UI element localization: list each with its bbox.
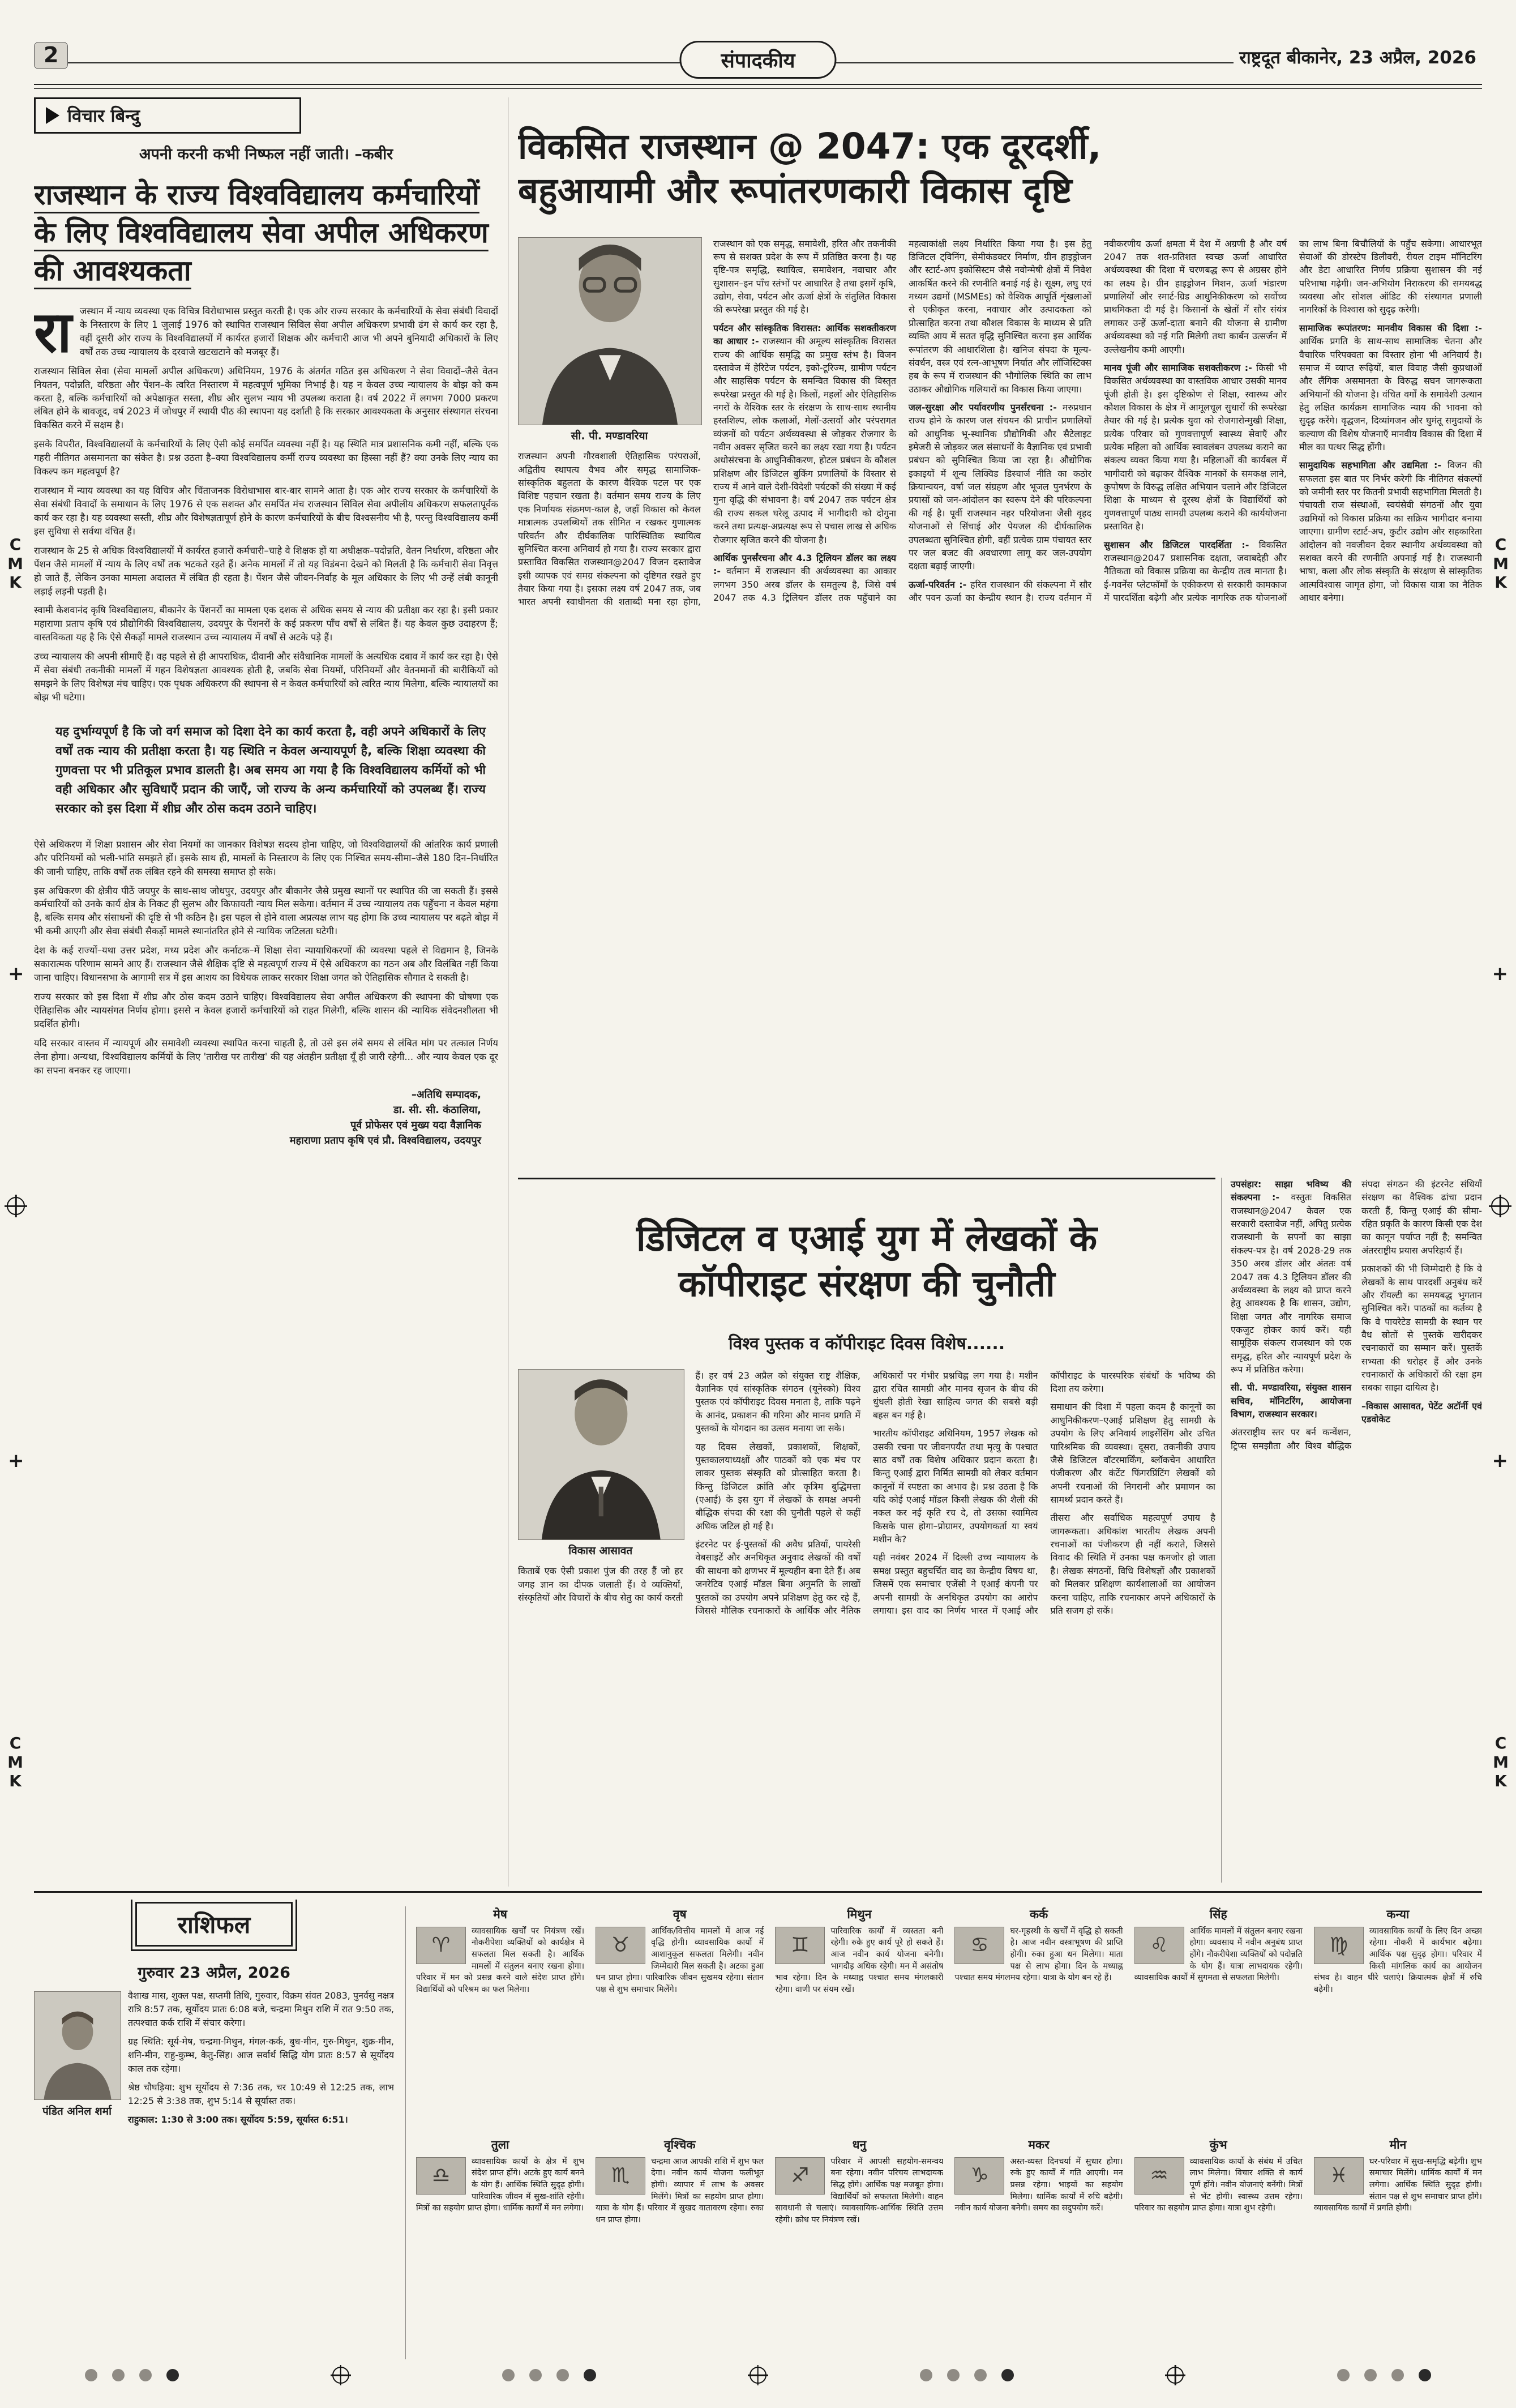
- zodiac-taurus-icon: ♉: [596, 1927, 645, 1964]
- zodiac-gemini-icon: ♊: [775, 1927, 825, 1964]
- zodiac-name: वृष: [673, 1907, 687, 1921]
- zodiac-prediction: अस्त-व्यस्त दिनचर्या में सुधार होगा। रुके हुए कार्यों में गति आएगी। मन प्रसन्न रहेगा। भाइयों का सहयोग मिलेगा। धार्मिक कार्यों में रुचि बढ़ेगी। नवीन कार्य योजना बनेगी। समय का सदुपयोग करें।: [954, 2157, 1123, 2213]
- body-paragraph: देश के कई राज्यों–यथा उत्तर प्रदेश, मध्य प्रदेश और कर्नाटक–में शिक्षा सेवा न्यायाधिकरणों की व्यवस्था पहले से विद्यमान है, जिनके सकारात्मक परिणाम सामने आए हैं। राजस्थान जैसे शैक्षिक दृष्टि से महत्वपूर्ण राज्य में ऐसे अधिकरण का गठन अब और विलंबित नहीं किया जाना चाहिए। विधानसभा के आगामी सत्र में इस आशय का विधेयक लाकर सरकार शिक्षा जगत को ऐतिहासिक सौगात दे सकती है।: [34, 945, 498, 983]
- body-paragraph: राजस्थान में न्याय व्यवस्था का यह विचित्र और चिंताजनक विरोधाभास बार-बार सामने आता है। एक ओर राज्य सरकार के कर्मचारियों के सेवा संबंधी विवादों के समाधान के लिए 1976 से एक सशक्त और समर्पित मंच राजस्थान सिविल सेवा अपीलीय अधिकरण सफलतापूर्वक कार्य कर रहा है। यह व्यवस्था सस्ती, शीघ्र और विशेषज्ञतापूर्ण होने के कारण कर्मचारियों के बीच विश्वसनीय भी है, परन्तु विश्वविद्यालय कर्मी इस सुविधा से सर्वथा वंचित हैं।: [34, 485, 498, 537]
- article-section: आर्थिक पुनर्संरचना और 4.3 ट्रिलियन डॉलर का लक्ष्य :- वर्तमान में राजस्थान की अर्थव्यवस्था का आकार लगभग 350 अरब डॉलर के समतुल्य है, जिसे वर्ष 2047 तक 4.3 ट्रिलियन डॉलर तक पहुँचाने का महत्वाकांक्षी लक्ष्य निर्धारित किया गया है। इस हेतु डिजिटल ट्विनिंग, सेमीकंडक्टर निर्माण, ग्रीन हाइड्रोजन और स्टार्ट-अप इकोसिस्टम जैसे नवोन्मेषी क्षेत्रों में निवेश आकर्षित करने की रणनीति बनाई गई है। सूक्ष्म, लघु एवं मध्यम उद्यमों (MSMEs) को वैश्विक आपूर्ति शृंखलाओं से एकीकृत करना, नवाचार और उत्पादकता को प्रोत्साहित करना तथा कौशल विकास के माध्यम से प्रति व्यक्ति आय में सतत वृद्धि सुनिश्चित करना इस आर्थिक रूपांतरण की आधारशिला है। खनिज संपदा के मूल्य-संवर्धन, वस्त्र एवं रत्न-आभूषण निर्यात और लॉजिस्टिक्स हब के रूप में राजस्थान की भौगोलिक स्थिति का लाभ उठाकर औद्योगिक गलियारों का विकास किया जाएगा।: [713, 238, 1091, 603]
- zodiac-prediction: चन्द्रमा आज आपकी राशि में शुभ फल देगा। नवीन कार्य योजना फलीभूत होगी। व्यापार में लाभ के अवसर मिलेंगे। मित्रों का सहयोग प्राप्त होगा। यात्रा के योग हैं। परिवार में सुखद वातावरण रहेगा। रुका धन प्राप्त होगा।: [596, 2157, 764, 2225]
- section-heading: सामाजिक रूपांतरण: मानवीय विकास की दिशा :-: [1299, 322, 1482, 333]
- zodiac-prediction: व्यावसायिक कार्यों के लिए दिन अच्छा रहेगा। नौकरी में कार्यभार बढ़ेगा। आर्थिक पक्ष सुदृढ़ होगा। परिवार में किसी मांगलिक कार्य का आयोजन संभव है। वाहन धीरे चलाएं। क्रियात्मक क्षेत्रों में रुचि बढ़ेगी।: [1313, 1926, 1482, 1994]
- section-title: संपादकीय: [679, 41, 836, 79]
- copyright-author-credit: –विकास आसावत, पेटेंट अटॉर्नी एवं एडवोकेट: [1361, 1400, 1482, 1425]
- registration-plus: +: [1492, 963, 1508, 985]
- body-paragraph: किताबें एक ऐसी प्रकाश पुंज की तरह हैं जो हर जगह ज्ञान का दीपक जलाती हैं। वे व्यक्तियों, संस्कृतियों और विचारों के बीच सेतु का कार्य करती हैं। हर वर्ष 23 अप्रैल को संयुक्त राष्ट्र शैक्षिक, वैज्ञानिक एवं सांस्कृतिक संगठन (यूनेस्को) विश्व पुस्तक एवं कॉपीराइट दिवस मनाता है, ताकि पढ़ने के आनंद, प्रकाशन की गरिमा और मानव प्रगति में पुस्तकों के योगदान का उत्सव मनाया जा सके।: [518, 1370, 860, 1603]
- zodiac-makar: [954, 2137, 1123, 2359]
- zodiac-prediction: आर्थिक मामलों में संतुलन बनाए रखना होगा। व्यवसाय में नवीन अनुबंध प्राप्त होंगे। नौकरीपेशा व्यक्तियों को पदोन्नति के योग हैं। यात्रा लाभदायक रहेगी। व्यावसायिक कार्यों में सुगमता से सफलता मिलेगी।: [1134, 1926, 1303, 1983]
- copyright-article: [518, 1178, 1215, 1901]
- section-heading: सुशासन और डिजिटल पारदर्शिता :-: [1104, 539, 1249, 550]
- zodiac-pisces-icon: ♓: [1314, 2157, 1364, 2195]
- portrait-photo: [518, 237, 702, 425]
- body-paragraph: इसके विपरीत, विश्वविद्यालयों के कर्मचारियों के लिए ऐसी कोई समर्पित व्यवस्था नहीं है। यह स्थिति मात्र प्रशासनिक कमी नहीं, बल्कि एक गहरी नीतिगत असमानता का संकेत है। प्रश्न उठता है–क्या विश्वविद्यालय कर्मी राज्य व्यवस्था का हिस्सा नहीं हैं? क्या उनके लिए न्याय का विकल्प कम महत्वपूर्ण है?: [34, 439, 498, 477]
- photo-caption: विकास आसावत: [568, 1544, 633, 1557]
- header-double-rule: [34, 84, 1482, 89]
- section-heading: सामुदायिक सहभागिता और उद्यमिता :-: [1299, 460, 1442, 471]
- panchang-text: वैशाख मास, शुक्ल पक्ष, सप्तमी तिथि, गुरुवार, विक्रम संवत 2083, पुनर्वसु नक्षत्र रात्रि 8:57 तक, सूर्योदय प्रातः 6:08 बजे, चन्द्रमा मिथुन राशि में रात 9:50 तक, तत्पश्चात कर्क राशि में संचार करेगा।: [128, 1990, 394, 2028]
- zodiac-aquarius-icon: ♒: [1134, 2157, 1184, 2195]
- daily-quote: अपनी करनी कभी निष्फल नहीं जाती। –कबीर: [139, 146, 393, 163]
- copyright-kicker: विश्व पुस्तक व कॉपीराइट दिवस विशेष......: [728, 1333, 1005, 1354]
- zodiac-name: कुंभ: [1209, 2138, 1227, 2152]
- zodiac-mesh: [416, 1906, 584, 2129]
- zodiac-capricorn-icon: ♑: [954, 2157, 1004, 2195]
- zodiac-name: वृश्चिक: [663, 2138, 696, 2152]
- drop-cap: रा: [34, 299, 72, 365]
- copyright-article-region: [518, 1178, 1482, 1887]
- zodiac-libra-icon: ♎: [416, 2157, 466, 2195]
- editorial-headline: राजस्थान के राज्य विश्वविद्यालय कर्मचारियों के लिए विश्वविद्यालय सेवा अपील अधिकरण की आवश्यकता: [34, 178, 489, 287]
- editorial-author-credit: –अतिथि सम्पादक, डा. सी. सी. कंठालिया, पूर्व प्रोफेसर एवं मुख्य यदा वैज्ञानिक महाराणा प्रताप कृषि एवं प्रौ. विश्वविद्यालय, उदयपुर: [289, 1089, 481, 1147]
- body-paragraph: ऐसे अधिकरण में शिक्षा प्रशासन और सेवा नियमों का जानकार विशेषज्ञ सदस्य होना चाहिए, जो विश्वविद्यालयों की आंतरिक कार्य प्रणाली और परिनियमों को भली-भांति समझते हों। इसके साथ ही, मामलों के निस्तारण के लिए एक निश्चित समय-सीमा–जैसे 180 दिन–निर्धारित की जानी चाहिए, ताकि वर्षों तक लंबित रहने की समस्या समाप्त हो सके।: [34, 839, 498, 877]
- zodiac-vrish: [596, 1906, 764, 2129]
- horoscope-section: [34, 1891, 1482, 2365]
- article-section: ऊर्जा-परिवर्तन :- हरित राजस्थान की संकल्पना में सौर और पवन ऊर्जा का केन्द्रीय स्थान है। राज्य वर्तमान में नवीकरणीय ऊर्जा क्षमता में देश में अग्रणी है और वर्ष 2047 तक शत-प्रतिशत स्वच्छ ऊर्जा आधारित अर्थव्यवस्था की दिशा में चरणबद्ध रूप से अग्रसर होने का लक्ष्य है। ग्रीन हाइड्रोजन मिशन, ऊर्जा भंडारण प्रणालियों और स्मार्ट-ग्रिड आधुनिकीकरण को सर्वोच्च प्राथमिकता दी गई है। किसानों के खेतों में सौर संयंत्र लगाकर उन्हें ऊर्जा-दाता बनाने की योजना से ग्रामीण अर्थव्यवस्था को नई गति मिलेगी तथा कार्बन उत्सर्जन में उल्लेखनीय कमी आएगी।: [909, 238, 1287, 603]
- section-heading: उपसंहार: साझा भविष्य की संकल्पना :-: [1231, 1179, 1351, 1203]
- body-paragraph: यदि सरकार वास्तव में न्यायपूर्ण और समावेशी व्यवस्था स्थापित करना चाहती है, तो उसे इस लंबे समय से लंबित मांग पर तत्काल निर्णय लेना होगा। अन्यथा, विश्वविद्यालय कर्मियों के लिए 'तारीख पर तारीख' की यह अंतहीन प्रतीक्षा यूँ ही जारी रहेगी... और न्याय केवल एक दूर का सपना बनकर रह जाएगा।: [34, 1037, 498, 1076]
- zodiac-prediction: घर-गृहस्थी के खर्चों में वृद्धि हो सकती है। आज नवीन वस्त्राभूषण की प्राप्ति होगी। रुका हुआ धन मिलेगा। माता पक्ष से लाभ होगा। दिन के मध्याह्न पश्चात समय मंगलमय रहेगा। यात्रा के योग बन रहे हैं।: [954, 1926, 1123, 1983]
- zodiac-kumbh: [1134, 2137, 1303, 2359]
- page-header: [34, 41, 1482, 78]
- zodiac-prediction: व्यावसायिक कार्यों के क्षेत्र में शुभ संदेश प्राप्त होंगे। अटके हुए कार्य बनने के योग हैं। आर्थिक स्थिति सुदृढ़ होगी। पारिवारिक जीवन में सुख-शांति रहेगी। मित्रों का सहयोग प्राप्त होगा। धार्मिक कार्यों में मन लगेगा।: [416, 2157, 585, 2213]
- zodiac-name: मीन: [1389, 2138, 1407, 2152]
- registration-target-icon: [750, 2367, 766, 2384]
- zodiac-prediction: पारिवारिक कार्यों में व्यस्तता बनी रहेगी। रुके हुए कार्य पूरे हो सकते हैं। आज नवीन कार्य योजना बनेगी। भागदौड़ अधिक रहेगी। मन में असंतोष भाव रहेगा। दिन के मध्याह्न पश्चात समय मंगलकारी रहेगा। वाणी पर संयम रखें।: [775, 1926, 944, 1994]
- cmk-mark: C M K: [7, 535, 23, 592]
- zodiac-prediction: व्यावसायिक कार्यों के संबंध में उचित लाभ मिलेगा। विचार शक्ति से कार्य पूर्ण होंगे। नवीन योजनाएं बनेंगी। मित्रों से भेंट होगी। स्वास्थ्य उत्तम रहेगा। परिवार का सहयोग प्राप्त होगा। यात्रा शुभ रहेगी।: [1134, 2157, 1303, 2213]
- article-section: उपसंहार: साझा भविष्य की संकल्पना :- वस्तुतः विकसित राजस्थान@2047 केवल एक सरकारी दस्तावेज नहीं, अपितु प्रत्येक राजस्थानी के सपनों का साझा संकल्प-पत्र है। वर्ष 2028-29 तक 350 अरब डॉलर और अंततः वर्ष 2047 तक 4.3 ट्रिलियन डॉलर की अर्थव्यवस्था के लक्ष्य को प्राप्त करने हेतु आवश्यक है कि शासन, उद्योग, शिक्षा जगत और नागरिक समाज एकजुट होकर कार्य करें। यही सामूहिक संकल्प राजस्थान को एक समृद्ध, हरित और न्यायपूर्ण प्रदेश के रूप में प्रतिष्ठित करेगा।: [1231, 1179, 1351, 1375]
- zodiac-name: मकर: [1028, 2138, 1050, 2152]
- zodiac-leo-icon: ♌: [1134, 1927, 1184, 1964]
- main-article-author-credit: सी. पी. मण्डावरिया, संयुक्त शासन सचिव, मॉनिटरिंग, आयोजना विभाग, राजस्थान सरकार।: [1231, 1382, 1351, 1420]
- author-photo-asawat: [518, 1369, 683, 1559]
- body-paragraph: राजस्थान सिविल सेवा (सेवा मामलों अपील अधिकरण) अधिनियम, 1976 के अंतर्गत गठित इस अधिकरण ने सेवा विवादों–जैसे वेतन नियतन, पदोन्नति, वरिष्ठता और पेंशन–के त्वरित निस्तारण में महत्वपूर्ण भूमिका निभाई है। यह न केवल उच्च न्यायालय के बोझ को कम करता है, बल्कि कर्मचारियों को अपेक्षाकृत सस्ता, शीघ्र और सुलभ न्याय भी उपलब्ध कराता है। वर्ष 2022 में लगभग 7000 प्रकरण लंबित होने के बावजूद, वर्ष 2023 में जोधपुर में स्थायी पीठ की स्थापना यह दर्शाती है कि सरकार आवश्यकता के अनुसार संस्थागत संरचना विकसित करने में सक्षम है।: [34, 365, 498, 431]
- zodiac-meen: [1314, 2137, 1482, 2359]
- photo-caption: सी. पी. मण्डावरिया: [571, 429, 648, 442]
- zodiac-virgo-icon: ♍: [1314, 1927, 1364, 1964]
- vichar-bindu-title: विचार बिन्दु: [67, 106, 140, 126]
- page-number: 2: [34, 42, 68, 69]
- zodiac-dhanu: [775, 2137, 943, 2359]
- registration-dots: [920, 2369, 1014, 2381]
- section-heading: ऊर्जा-परिवर्तन :-: [909, 579, 967, 590]
- section-heading: जल-सुरक्षा और पर्यावरणीय पुनर्संरचना :-: [909, 401, 1057, 413]
- zodiac-kanya: [1314, 1906, 1482, 2129]
- zodiac-name: मेष: [493, 1907, 507, 1921]
- astrologer-name: पंडित अनिल शर्मा: [42, 2105, 112, 2118]
- zodiac-mithun: [775, 1906, 943, 2129]
- section-heading: मानव पूंजी और सामाजिक सशक्तीकरण :-: [1104, 362, 1252, 373]
- registration-dot-strip: [85, 2366, 1431, 2385]
- vichar-bindu-box: [34, 97, 301, 134]
- editorial-body: [34, 299, 498, 1148]
- body-paragraph: उच्च न्यायालय की अपनी सीमाएँ हैं। वह पहले से ही आपराधिक, दीवानी और संवैधानिक मामलों के अत्यधिक दबाव में कार्य कर रहा है। ऐसे में सेवा संबंधी तकनीकी मामलों में गहन विशेषज्ञता आवश्यक होती है, जबकि सेवा नियमों, परिनियमों और वेतनमानों की बारीकियों को समझने के लिए विशेषज्ञ मंच चाहिए। एक पृथक अधिकरण की स्थापना से न केवल कर्मचारियों को त्वरित न्याय मिलेगा, बल्कि न्यायालयों का बोझ भी घटेगा।: [34, 651, 498, 703]
- grah-sthiti-text: ग्रह स्थिति: सूर्य-मेष, चन्द्रमा-मिथुन, मंगल-कर्क, बुध-मीन, गुरु-मिथुन, शुक्र-मीन, शनि-मीन, राहु-कुम्भ, केतु-सिंह। आज सर्वार्थ सिद्धि योग प्रातः 8:57 से सूर्योदय काल तक रहेगा।: [128, 2036, 394, 2074]
- registration-dots: [1337, 2369, 1431, 2381]
- article-section: मानव पूंजी और सामाजिक सशक्तीकरण :- किसी भी विकसित अर्थव्यवस्था का वास्तविक आधार उसकी मानव पूंजी होती है। इस दृष्टिकोण से शिक्षा, स्वास्थ्य और कौशल विकास के क्षेत्र में आमूलचूल सुधारों की रूपरेखा तैयार की गई है। प्रत्येक युवा को रोजगारोन्मुखी शिक्षा, प्रत्येक परिवार को गुणवत्तापूर्ण स्वास्थ्य सेवाएँ और प्रत्येक महिला को आर्थिक स्वावलंबन उपलब्ध कराने का संकल्प व्यक्त किया गया है। महिलाओं की कार्यबल में भागीदारी को बढ़ाकर वैश्विक मानकों के समकक्ष लाने, कुपोषण के विरुद्ध लक्षित अभियान चलाने और डिजिटल शिक्षा के माध्यम से दूरस्थ क्षेत्रों के विद्यार्थियों को गुणवत्तापूर्ण पाठ्य सामग्री उपलब्ध कराने की कार्ययोजना प्रस्तावित है।: [1104, 362, 1287, 532]
- portrait-photo: [518, 1369, 684, 1540]
- registration-target-icon: [7, 1197, 25, 1215]
- right-continuation-column: [1221, 1178, 1482, 1883]
- article-section: जल-सुरक्षा और पर्यावरणीय पुनर्संरचना :- मरुप्रधान राज्य होने के कारण जल संचयन की प्राचीन प्रणालियों को आधुनिक भू-स्थानिक प्रौद्योगिकी और सैटेलाइट इमेजरी से जोड़कर जल संसाधनों के वैज्ञानिक एवं प्रभावी प्रबंधन को सुनिश्चित किया जा रहा है। औद्योगिक इकाइयों में शून्य लिक्विड डिस्चार्ज नीति का कठोर क्रियान्वयन, वर्षा जल संग्रहण और भूजल पुनर्भरण के प्रयासों को जन-आंदोलन का स्वरूप देने की परिकल्पना की गई है। पूर्वी राजस्थान नहर परियोजना जैसी वृहद योजनाओं से सिंचाई और पेयजल की दीर्घकालिक उपलब्धता सुनिश्चित होगी, वहीं प्रत्येक ग्राम पंचायत स्तर पर जल बजट की अवधारणा लागू कर जल-उपयोग दक्षता बढ़ाई जाएगी।: [909, 401, 1091, 572]
- zodiac-vrishchik: [596, 2137, 764, 2359]
- main-article-headline: विकसित राजस्थान @ 2047: एक दूरदर्शी, बहुआयामी और रूपांतरणकारी विकास दृष्टि: [518, 126, 1102, 212]
- section-heading: पर्यटन और सांस्कृतिक विरासत: आर्थिक सशक्तीकरण का आधार :-: [713, 322, 896, 347]
- registration-dots: [502, 2369, 596, 2381]
- registration-plus: +: [1492, 1449, 1508, 1472]
- registration-plus: +: [8, 963, 24, 985]
- registration-target-icon: [332, 2367, 349, 2384]
- zodiac-aries-icon: ♈: [416, 1927, 466, 1964]
- zodiac-name: कन्या: [1386, 1907, 1410, 1921]
- zodiac-sagittarius-icon: ♐: [775, 2157, 825, 2195]
- body-paragraph: भारतीय कॉपीराइट अधिनियम, 1957 लेखक को उसकी रचना पर जीवनपर्यंत तथा मृत्यु के पश्चात साठ वर्षों तक विशेष अधिकार प्रदान करता है। किन्तु एआई द्वारा निर्मित सामग्री को लेकर वर्तमान कानूनों में स्पष्टता का अभाव है। प्रश्न उठता है कि यदि कोई एआई मॉडल किसी लेखक की शैली की नकल कर नई कृति रच दे, तो उसका स्वामित्व किसके पास होगा–प्रोग्रामर, उपयोगकर्ता या स्वयं मशीन के?: [873, 1428, 1038, 1545]
- zodiac-kark: [954, 1906, 1123, 2129]
- article-section: पर्यटन और सांस्कृतिक विरासत: आर्थिक सशक्तीकरण का आधार :- राजस्थान की अमूल्य सांस्कृतिक विरासत राज्य की आर्थिक समृद्धि का प्रमुख स्तंभ है। विजन दस्तावेज में हेरिटेज पर्यटन, इको-टूरिज्म, ग्रामीण पर्यटन और साहसिक पर्यटन के समन्वित विकास की विस्तृत रूपरेखा प्रस्तुत की गई है। किलों, महलों और ऐतिहासिक नगरों के वैश्विक स्तर के संरक्षण के साथ-साथ स्थानीय हस्तशिल्प, लोक कलाओं, मेलों-उत्सवों और परंपरागत व्यंजनों को पर्यटन अर्थव्यवस्था से जोड़कर रोजगार के नवीन अवसर सृजित करने का लक्ष्य रखा गया है। पर्यटन अधोसंरचना के आधुनिकीकरण, होटल प्रबंधन के कौशल प्रशिक्षण और डिजिटल बुकिंग प्रणालियों के विस्तार से राज्य में आने वाले देशी-विदेशी पर्यटकों की संख्या में कई गुना वृद्धि की संभावना है। वर्ष 2047 तक पर्यटन क्षेत्र की राज्य सकल घरेलू उत्पाद में भागीदारी को दोगुना करने तथा प्रत्यक्ष-अप्रत्यक्ष रूप से पचास लाख से अधिक रोजगार सृजित करने की योजना है।: [713, 322, 896, 545]
- section-heading: आर्थिक पुनर्संरचना और 4.3 ट्रिलियन डॉलर का लक्ष्य :-: [713, 552, 896, 577]
- author-photo-mandawariya: [518, 237, 701, 444]
- registration-plus: +: [8, 1449, 24, 1472]
- zodiac-name: कर्क: [1029, 1907, 1048, 1921]
- horoscope-title: राशिफल: [135, 1902, 293, 1947]
- main-article-body: [518, 237, 1482, 609]
- body-paragraph: तीसरा और सर्वाधिक महत्वपूर्ण उपाय है जागरूकता। अधिकांश भारतीय लेखक अपनी रचनाओं का पंजीकरण ही नहीं कराते, जिससे विवाद की स्थिति में उनका पक्ष कमजोर हो जाता है। लेखक संगठनों, विधि विशेषज्ञों और प्रकाशकों को मिलकर प्रशिक्षण कार्यशालाओं का आयोजन करना चाहिए, ताकि रचनाकार अपने अधिकारों के प्रति सजग हो सकें।: [1050, 1512, 1215, 1616]
- zodiac-prediction: व्यावसायिक खर्चों पर नियंत्रण रखें। नौकरीपेशा व्यक्तियों को कार्यक्षेत्र में सफलता मिल सकती है। आर्थिक मामलों में संतुलन बनाए रखना होगा। परिवार में मन को प्रसन्न करने वाले संदेश प्राप्त होंगे। विद्यार्थियों को परिश्रम का फल मिलेगा।: [416, 1926, 585, 1994]
- zodiac-name: मिथुन: [847, 1907, 872, 1921]
- chaughadiya-text: श्रेष्ठ चौघड़िया: शुभ सूर्योदय से 7:36 तक, चर 10:49 से 12:25 तक, लाभ 12:25 से 3:38 तक, शुभ 5:14 से सूर्यास्त तक।: [128, 2082, 394, 2106]
- lead-paragraph: राजस्थान में न्याय व्यवस्था एक विचित्र विरोधाभास प्रस्तुत करती है। एक ओर राज्य सरकार के कर्मचारियों के सेवा संबंधी विवादों के निस्तारण के लिए 1 जुलाई 1976 को स्थापित राजस्थान सिविल सेवा अपील अधिकरण प्रभावी ढंग से कार्य कर रहा है, वहीं दूसरी ओर राज्य के विश्वविद्यालयों में कार्यरत हजारों शिक्षक और कर्मचारी आज भी अपने बुनियादी अधिकारों के लिए वर्षों तक उच्च न्यायालय के दरवाजे खटखटाने को मजबूर हैं।: [34, 299, 498, 365]
- astrologer-photo: [34, 1991, 120, 2118]
- flag-icon: [46, 107, 59, 124]
- zodiac-scorpio-icon: ♏: [596, 2157, 645, 2195]
- body-paragraph: अंतरराष्ट्रीय स्तर पर बर्न कन्वेंशन, ट्रिप्स समझौता और विश्व बौद्धिक संपदा संगठन की इंटरनेट संधियाँ संरक्षण का वैश्विक ढांचा प्रदान करती हैं, किन्तु एआई की सीमा-रहित प्रकृति के कारण किसी एक देश का कानून पर्याप्त नहीं है; समन्वित अंतरराष्ट्रीय प्रयास अपरिहार्य हैं।: [1231, 1179, 1482, 1451]
- zodiac-name: तुला: [491, 2138, 509, 2152]
- body-paragraph: यही नवंबर 2024 में दिल्ली उच्च न्यायालय के समक्ष प्रस्तुत बहुचर्चित वाद का केन्द्रीय विषय था, जिसमें एक समाचार एजेंसी ने एआई कंपनी पर अपनी सामग्री के अनधिकृत उपयोग का आरोप लगाया। इस वाद का निर्णय भारत में एआई और कॉपीराइट के पारस्परिक संबंधों के भविष्य की दिशा तय करेगा।: [873, 1370, 1215, 1616]
- masthead-date: राष्ट्रदूत बीकानेर, 23 अप्रैल, 2026: [1234, 45, 1482, 69]
- zodiac-prediction: आर्थिक/वित्तीय मामलों में आज नई वृद्धि होगी। व्यावसायिक कार्यों में आशानुकूल सफलता मिलेगी। नवीन जिम्मेदारी मिल सकती है। अटका हुआ धन प्राप्त होगा। पारिवारिक जीवन सुखमय रहेगा। संतान पक्ष से शुभ समाचार मिलेंगे।: [596, 1926, 764, 1994]
- rahukal-text: राहुकाल: 1:30 से 3:00 तक। सूर्योदय 5:59, सूर्यास्त 6:51।: [128, 2114, 348, 2125]
- zodiac-name: सिंह: [1209, 1907, 1227, 1921]
- body-paragraph: प्रकाशकों की भी जिम्मेदारी है कि वे लेखकों के साथ पारदर्शी अनुबंध करें और रॉयल्टी का समयबद्ध भुगतान सुनिश्चित करें। पाठकों का कर्तव्य है कि वे पायरेटेड सामग्री के स्थान पर वैध स्रोतों से पुस्तकें खरीदकर रचनाकारों का सम्मान करें। पुस्तकें सभ्यता की धरोहर हैं और उनके रचनाकारों के अधिकारों की रक्षा हम सबका साझा दायित्व है।: [1361, 1263, 1482, 1393]
- body-paragraph: समाधान की दिशा में पहला कदम है कानूनों का आधुनिकीकरण–एआई प्रशिक्षण हेतु सामग्री के उपयोग के लिए अनिवार्य लाइसेंसिंग और उचित पारिश्रमिक की व्यवस्था। दूसरा, तकनीकी उपाय जैसे डिजिटल वॉटरमार्किंग, ब्लॉकचेन आधारित पंजीकरण और कंटेंट फिंगरप्रिंटिंग लेखकों को अपनी रचनाओं की निगरानी और प्रमाणन का सामर्थ्य प्रदान करते हैं।: [1050, 1401, 1215, 1505]
- pull-quote: यह दुर्भाग्यपूर्ण है कि जो वर्ग समाज को दिशा देने का कार्य करता है, वही अपने अधिकारों के लिए वर्षों तक न्याय की प्रतीक्षा करता है। यह स्थिति न केवल अन्यायपूर्ण है, बल्कि शिक्षा व्यवस्था की गुणवत्ता पर भी प्रतिकूल प्रभाव डालती है। अब समय आ गया है कि विश्वविद्यालय कर्मियों को भी वही अधिकार और सुविधाएँ प्रदान की जाएँ, जो राज्य के अन्य कर्मचारियों को उपलब्ध हैं। राज्य सरकार को इस दिशा में शीघ्र और ठोस कदम उठाने चाहिए।: [49, 717, 490, 824]
- left-editorial-column: [34, 97, 498, 1887]
- body-paragraph: यह दिवस लेखकों, प्रकाशकों, शिक्षकों, पुस्तकालयाध्यक्षों और पाठकों को एक मंच पर लाकर पुस्तक संस्कृति को प्रोत्साहित करता है। किन्तु डिजिटल क्रांति और कृत्रिम बुद्धिमत्ता (एआई) के इस युग में लेखकों के समक्ष अपनी बौद्धिक संपदा की रक्षा की चुनौती पहले से कहीं अधिक जटिल हो गई है।: [695, 1441, 860, 1532]
- cmk-mark: C M K: [1493, 535, 1509, 592]
- body-paragraph: स्वामी केशवानंद कृषि विश्वविद्यालय, बीकानेर के पेंशनरों का मामला एक दशक से अधिक समय से न्याय की प्रतीक्षा कर रहा है। इसी प्रकार महाराणा प्रताप कृषि एवं प्रौद्योगिकी विश्वविद्यालय, उदयपुर के पेंशनरों के कई प्रकरण पाँच वर्षों से लंबित हैं। यह केवल कुछ उदाहरण हैं; वास्तविकता यह है कि ऐसे सैकड़ों मामले राजस्थान उच्च न्यायालय में वर्षों से अटके पड़े हैं।: [34, 605, 498, 643]
- article-section: सामाजिक रूपांतरण: मानवीय विकास की दिशा :- आर्थिक प्रगति के साथ-साथ सामाजिक चेतना और वैचारिक परिपक्वता का विस्तार होना भी अनिवार्य है। समाज में व्याप्त रूढ़ियों, बाल विवाह जैसी कुप्रथाओं और लैंगिक असमानता के विरुद्ध सघन जागरूकता अभियानों की योजना है। वंचित वर्गों के समावेशी उत्थान हेतु लक्षित कार्यक्रम सामाजिक न्याय की भावना को सुदृढ़ करेंगे। वृद्धजन, दिव्यांगजन और घुमंतू समुदायों के कल्याण की विशेष योजनाएँ मानवीय विकास की दिशा में मील का पत्थर सिद्ध होंगी।: [1299, 322, 1482, 453]
- registration-target-icon: [1167, 2367, 1184, 2384]
- main-article: [518, 101, 1482, 1172]
- article-section: सुशासन और डिजिटल पारदर्शिता :- विकसित राजस्थान@2047 प्रशासनिक दक्षता, जवाबदेही और नैतिकता को विकास प्रक्रिया का केन्द्रीय तत्व मानता है। ई-गवर्नेंस प्लेटफॉर्मों के एकीकरण से सरकारी कामकाज में पारदर्शिता बढ़ेगी और प्रत्येक नागरिक तक योजनाओं का लाभ बिना बिचौलियों के पहुँच सकेगा। आधारभूत सेवाओं की डोरस्टेप डिलीवरी, रीयल टाइम मॉनिटरिंग और डेटा आधारित निर्णय प्रक्रिया सुशासन की नई परिभाषा गढ़ेगी। जन-अभियोग निराकरण की समयबद्ध व्यवस्था और सोशल ऑडिट की संस्थागत प्रणाली नागरिकों के विश्वास को सुदृढ़ करेगी।: [1104, 238, 1482, 603]
- horoscope-date: गुरुवार 23 अप्रैल, 2026: [138, 1964, 290, 1982]
- zodiac-tula: [416, 2137, 584, 2359]
- body-paragraph: इस अधिकरण की क्षेत्रीय पीठें जयपुर के साथ-साथ जोधपुर, उदयपुर और बीकानेर जैसे प्रमुख स्थानों पर स्थापित की जा सकती हैं। इससे कर्मचारियों को उनके कार्य क्षेत्र के निकट ही सुलभ और किफायती न्याय मिल सकेगा। वर्तमान में उच्च न्यायालय तक पहुँचना न केवल महंगा है, बल्कि समय और संसाधनों की दृष्टि से भी कठिन है। इस पहल से होने वाला अप्रत्यक्ष लाभ यह होगा कि उच्च न्यायालय पर बढ़ते बोझ में भी कमी आएगी और सेवा संबंधी सैकड़ों मामले स्थानांतरित होने से न्यायिक जटिलता घटेगी।: [34, 885, 498, 937]
- copyright-headline: डिजिटल व एआई युग में लेखकों के कॉपीराइट संरक्षण की चुनौती: [636, 1217, 1098, 1305]
- body-paragraph: राजस्थान के 25 से अधिक विश्वविद्यालयों में कार्यरत हजारों कर्मचारी–चाहे वे शिक्षक हों या अधीक्षक–पदोन्नति, वेतन निर्धारण, वरिष्ठता और पेंशन जैसे मामलों में न्याय के लिए वर्षों तक भटकते रहते हैं। अनेक मामलों में तो यह विडंबना देखने को मिलती है कि कर्मचारी सेवा निवृत्त हो जाते हैं, लेकिन उनका मामला अदालत में लंबित ही रहता है। पेंशन जैसे जीवन-निर्वाह के मूल अधिकार के लिए भी उन्हें लंबी कानूनी लड़ाई लड़नी पड़ती है।: [34, 545, 498, 597]
- zodiac-prediction: घर-परिवार में सुख-समृद्धि बढ़ेगी। शुभ समाचार मिलेंगे। धार्मिक कार्यों में मन लगेगा। आर्थिक स्थिति सुदृढ़ होगी। संतान पक्ष से शुभ समाचार प्राप्त होंगे। व्यावसायिक कार्यों में प्रगति होगी।: [1313, 2157, 1482, 2213]
- cmk-mark: C M K: [7, 1734, 23, 1791]
- article-section: सामुदायिक सहभागिता और उद्यमिता :- विजन की सफलता इस बात पर निर्भर करेगी कि नीतिगत संकल्पों को जमीनी स्तर पर कितनी प्रभावी सहभागिता मिलती है। पंचायती राज संस्थाओं, स्वयंसेवी संगठनों और युवा उद्यमियों को विकास प्रक्रिया का सक्रिय भागीदार बनाया जाएगा। ग्रामीण स्टार्ट-अप, कुटीर उद्योग और सहकारिता आंदोलन को नवजीवन देकर स्थानीय अर्थव्यवस्था को सशक्त करने की रणनीति अपनाई गई है। राजस्थानी भाषा, कला और लोक संस्कृति के संरक्षण से सांस्कृतिक आत्मविश्वास जागृत होगा, जो विकास यात्रा का नैतिक आधार बनेगा।: [1299, 460, 1482, 603]
- registration-target-icon: [1491, 1197, 1509, 1215]
- zodiac-name: धनु: [852, 2138, 867, 2152]
- zodiac-prediction: परिवार में आपसी सहयोग-समन्वय बना रहेगा। नवीन परिचय लाभदायक सिद्ध होंगे। आर्थिक पक्ष मजबूत होगा। विद्यार्थियों को सफलता मिलेगी। वाहन सावधानी से चलाएं। व्यावसायिक-आर्थिक स्थिति उत्तम रहेगी। क्रोध पर नियंत्रण रखें।: [775, 2157, 944, 2225]
- zodiac-grid: [405, 1906, 1482, 2359]
- zodiac-cancer-icon: ♋: [954, 1927, 1004, 1964]
- copyright-body: [518, 1369, 1215, 1617]
- cmk-mark: C M K: [1493, 1734, 1509, 1791]
- body-paragraph: इंटरनेट पर ई-पुस्तकों की अवैध प्रतियाँ, पायरेसी वेबसाइटें और अनधिकृत अनुवाद लेखकों की वर्षों की साधना को क्षणभर में मूल्यहीन बना देते हैं। अब जनरेटिव एआई मॉडल बिना अनुमति के लाखों पुस्तकों का उपयोग अपने प्रशिक्षण हेतु कर रहे हैं, जिससे मौलिक रचनाकारों के आर्थिक और नैतिक अधिकारों पर गंभीर प्रश्नचिह्न लग गया है। मशीन द्वारा रचित सामग्री और मानव सृजन के बीच की धुंधली होती रेखा साहित्य जगत की सबसे बड़ी बहस बन गई है।: [695, 1370, 1038, 1616]
- intro-paragraph: राजस्थान अपनी गौरवशाली ऐतिहासिक परंपराओं, अद्वितीय स्थापत्य वैभव और समृद्ध सामाजिक-सांस्कृतिक बहुलता के कारण वैश्विक पटल पर एक विशिष्ट पहचान रखता है। वर्तमान समय राज्य के लिए एक निर्णायक संक्रमण-काल है, जहाँ विकास को केवल मात्रात्मक उपलब्धियों तक सीमित न रखकर गुणात्मक परिवर्तन और दीर्घकालिक पारिस्थितिक स्थायित्व सुनिश्चित करना अनिवार्य हो गया है। राज्य सरकार द्वारा प्रस्तावित विकसित राजस्थान@2047 विजन दस्तावेज इसी व्यापक एवं समग्र संकल्पना को दृष्टिगत रखते हुए तैयार किया गया है। इसका लक्ष्य वर्ष 2047 तक, जब भारत अपनी स्वाधीनता की शताब्दी मना रहा होगा, राजस्थान को एक समृद्ध, समावेशी, हरित और तकनीकी रूप से सशक्त प्रदेश के रूप में प्रतिष्ठित करना है। यह दृष्टि-पत्र समृद्धि, स्थायित्व, समावेशन, नवाचार और सुशासन–इन पाँच स्तंभों पर आधारित है तथा इसमें कृषि, उद्योग, सेवा, पर्यटन और ऊर्जा क्षेत्रों के संतुलित विकास की रूपरेखा प्रस्तुत की गई है।: [518, 238, 896, 608]
- horoscope-panel: [34, 1900, 394, 2353]
- portrait-photo: [34, 1991, 121, 2100]
- body-paragraph: राज्य सरकार को इस दिशा में शीघ्र और ठोस कदम उठाने चाहिए। विश्वविद्यालय सेवा अपील अधिकरण की स्थापना की घोषणा एक ऐतिहासिक और न्यायसंगत निर्णय होगा। इससे न केवल हजारों कर्मचारियों को राहत मिलेगी, बल्कि शासन की न्यायिक संवेदनशीलता भी प्रदर्शित होगी।: [34, 991, 498, 1029]
- zodiac-sinh: [1134, 1906, 1303, 2129]
- registration-dots: [85, 2369, 179, 2381]
